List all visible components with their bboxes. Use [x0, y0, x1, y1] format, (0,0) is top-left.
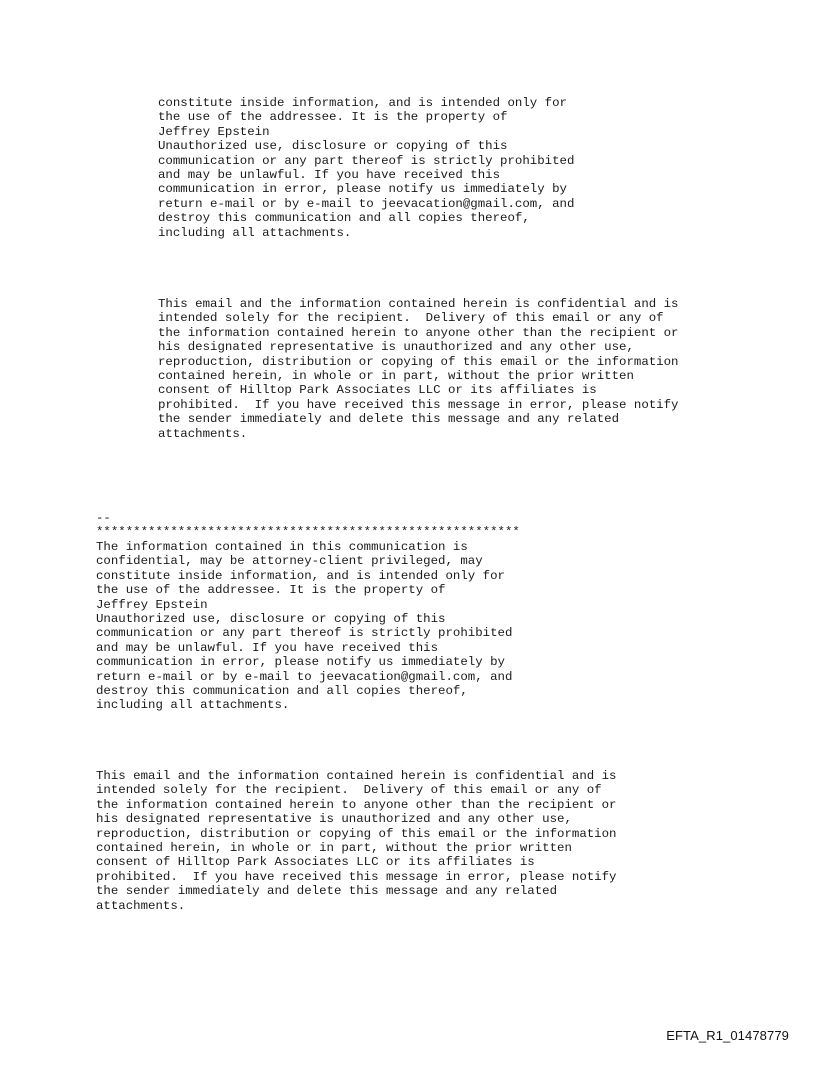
text-line: attachments.	[96, 898, 186, 913]
text-line: contained herein, in whole or in part, without the prior written	[96, 840, 572, 855]
text-line: his designated representative is unauthorized and any other use,	[158, 340, 634, 355]
text-line: constitute inside information, and is intended only for	[158, 96, 567, 110]
text-line: including all attachments.	[96, 698, 290, 713]
email-disclaimer	[96, 769, 617, 913]
text-line: communication in error, please notify us immediately by	[96, 655, 505, 670]
text-line: and may be unlawful. If you have received this	[96, 640, 439, 655]
text-line: contained herein, in whole or in part, without the prior written	[158, 368, 634, 383]
text-line: Unauthorized use, disclosure or copying of this	[158, 139, 508, 154]
quoted-email-disclaimer	[158, 297, 679, 441]
text-line: prohibited. If you have received this message in error, please notify	[96, 869, 617, 884]
text-line: prohibited. If you have received this message in error, please notify	[158, 397, 679, 412]
text-line: his designated representative is unauthorized and any other use,	[96, 812, 572, 827]
text-line: the information contained herein to anyone other than the recipient or	[96, 797, 617, 812]
text-line: This email and the information contained herein is confidential and is	[158, 297, 679, 311]
text-line: attachments.	[158, 426, 248, 441]
text-line: Jeffrey Epstein	[158, 124, 270, 139]
text-line: intended solely for the recipient. Delivery of this email or any of	[96, 783, 602, 798]
document-id-stamp: EFTA_R1_01478779	[666, 1028, 789, 1043]
text-line: communication in error, please notify us immediately by	[158, 182, 567, 197]
text-line: the information contained herein to anyone other than the recipient or	[158, 325, 679, 340]
text-line: destroy this communication and all copies thereof,	[96, 683, 468, 698]
text-line: communication or any part thereof is strictly prohibited	[96, 626, 513, 641]
text-line: the sender immediately and delete this message and any related	[158, 412, 620, 427]
text-line: and may be unlawful. If you have received this	[158, 167, 501, 182]
text-line: Jeffrey Epstein	[96, 597, 208, 612]
asterisk-rule: *********************************************************	[96, 525, 520, 540]
text-line: the use of the addressee. It is the property of	[158, 110, 508, 125]
text-line: intended solely for the recipient. Delivery of this email or any of	[158, 311, 664, 326]
text-line: reproduction, distribution or copying of this email or the information	[96, 826, 617, 841]
text-line: This email and the information contained herein is confidential and is	[96, 769, 617, 783]
text-line: Unauthorized use, disclosure or copying of this	[96, 611, 446, 626]
text-line: The information contained in this communication is	[96, 540, 468, 554]
text-line: communication or any part thereof is strictly prohibited	[158, 153, 575, 168]
text-line: constitute inside information, and is intended only for	[96, 568, 505, 583]
text-line: consent of Hilltop Park Associates LLC or its affiliates is	[158, 383, 597, 398]
quoted-confidentiality-notice	[158, 96, 574, 240]
text-line: destroy this communication and all copies thereof,	[158, 211, 530, 226]
text-line: confidential, may be attorney-client privileged, may	[96, 554, 483, 569]
text-line: including all attachments.	[158, 225, 352, 240]
dash-separator: --	[96, 511, 111, 525]
text-line: consent of Hilltop Park Associates LLC or its affiliates is	[96, 855, 535, 870]
confidentiality-notice	[96, 540, 512, 713]
text-line: reproduction, distribution or copying of this email or the information	[158, 354, 679, 369]
text-line: return e-mail or by e-mail to jeevacation@gmail.com, and	[158, 196, 575, 211]
signature-separator	[96, 511, 520, 540]
text-line: the sender immediately and delete this message and any related	[96, 884, 558, 899]
text-line: return e-mail or by e-mail to jeevacation@gmail.com, and	[96, 669, 513, 684]
text-line: the use of the addressee. It is the property of	[96, 583, 446, 598]
